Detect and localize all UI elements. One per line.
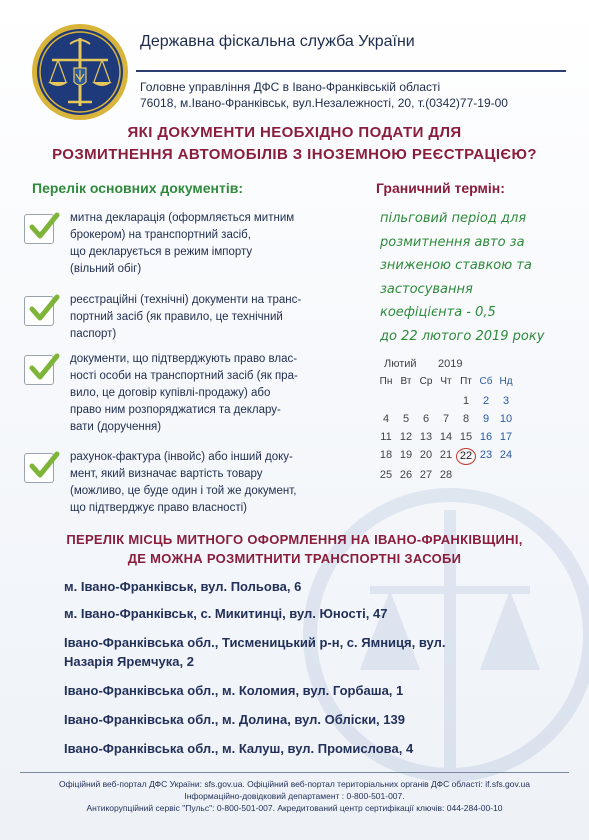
document-line: документи, що підтверджують право влас- <box>70 353 298 365</box>
calendar-day <box>376 394 396 409</box>
calendar-day: 28 <box>439 469 453 481</box>
footer-line: Антикорупційний сервіс "Пульс": 0-800-501-007. Акредитований центр сертифікації ключів: 044-284-00-10 <box>86 803 503 813</box>
deadline-line: застосування <box>380 281 473 297</box>
document-line: паспорт) <box>70 328 117 340</box>
calendar-day: 17 <box>499 431 513 443</box>
calendar-day <box>436 394 456 409</box>
footer-line: Інформаційно-довідковий департамент : 0-800-501-007. <box>184 791 405 801</box>
customs-location <box>64 739 504 758</box>
document-line: реєстраційні (технічні) документи на транс- <box>70 294 302 306</box>
deadline-line: до 22 лютого 2019 року <box>380 328 545 344</box>
document-line: вати (доручення) <box>70 421 162 433</box>
deadline-line: пільговий період для <box>380 211 527 226</box>
calendar-day: 23 <box>479 449 493 461</box>
calendar-day: 25 <box>379 469 393 481</box>
calendar-day <box>396 394 416 409</box>
calendar-day <box>416 394 436 409</box>
calendar-day: 2 <box>482 395 490 407</box>
calendar-day <box>456 468 476 483</box>
customs-location <box>64 710 504 729</box>
calendar-day: 13 <box>419 431 433 443</box>
dfs-logo <box>30 22 130 122</box>
places-title-line: ДЕ МОЖНА РОЗМИТНИТИ ТРАНСПОРТНІ ЗАСОБИ <box>127 551 462 566</box>
calendar-day: 9 <box>482 413 490 425</box>
calendar-day: 6 <box>422 413 430 425</box>
customs-location <box>64 681 504 700</box>
calendar-day: 19 <box>399 449 413 461</box>
document-line: рахунок-фактура (інвойс) або інший доку- <box>70 451 293 463</box>
deadline-line: розмитнення авто за <box>380 234 525 250</box>
department-address: 76018, м.Івано-Франківськ, вул.Незалежності, 20, т.(0342)77-19-00 <box>140 96 508 110</box>
documents-heading: Перелік основних документів: <box>32 180 244 196</box>
document-line: ності особи на транспортний засіб (як пра- <box>70 370 298 382</box>
calendar-year: 2019 <box>438 358 463 370</box>
document-line: вило, це договір купівлі-продажу) або <box>70 387 271 399</box>
deadline-line: коефіцієнта - 0,5 <box>380 305 496 320</box>
document-text <box>70 292 360 343</box>
document-line: митна декларація (оформляється митним <box>70 212 295 224</box>
document-line: брокером) на транспортний засіб, <box>70 229 251 241</box>
places-title <box>0 530 589 568</box>
customs-location-line: Назарія Яремчука, 2 <box>64 654 194 669</box>
footer-line: Офіційний веб-портал ДФС України: sfs.gov.ua. Офіційний веб-портал територіальних органів ДФС області: if.sfs.gov.ua <box>59 779 530 789</box>
main-title-line: РОЗМИТНЕННЯ АВТОМОБІЛІВ З ІНОЗЕМНОЮ РЕЄСТРАЦІЄЮ? <box>52 146 537 163</box>
customs-location-line: Івано-Франківська обл., м. Калуш, вул. Промислова, 4 <box>64 741 414 756</box>
document-line: що декларується в режим імпорту <box>70 246 253 258</box>
customs-location-line: м. Івано-Франківськ, вул. Польова, 6 <box>64 579 302 594</box>
calendar-day <box>496 468 516 483</box>
calendar-day: 14 <box>439 431 453 443</box>
calendar-day: 8 <box>462 413 470 425</box>
calendar-weekday: Вт <box>400 376 412 387</box>
document-line: право ним розпоряджатися та деклару- <box>70 404 281 416</box>
document-text <box>70 351 360 436</box>
footer <box>0 778 589 814</box>
checkmark-icon <box>24 296 54 326</box>
calendar-day: 22 <box>456 448 476 465</box>
calendar-day: 15 <box>459 431 473 443</box>
calendar-weekday: Ср <box>419 376 433 387</box>
calendar-day: 20 <box>419 449 433 461</box>
calendar-day: 7 <box>442 413 450 425</box>
calendar-day: 3 <box>502 395 510 407</box>
deadline-heading: Граничний термін: <box>376 180 505 196</box>
document-line: портний засіб (як правило, це технічний <box>70 311 283 323</box>
calendar-day: 26 <box>399 469 413 481</box>
document-line: (вільний обіг) <box>70 263 142 275</box>
calendar-weekday: Нд <box>499 376 513 387</box>
deadline-line: зниженою ставкою та <box>380 258 532 273</box>
calendar-weekday: Чт <box>440 376 452 387</box>
customs-location <box>64 633 504 671</box>
document-line: мент, який визначає вартість товару <box>70 468 263 480</box>
calendar-month: Лютий <box>384 358 417 370</box>
checkmark-icon <box>24 453 54 483</box>
calendar-day: 16 <box>479 431 493 443</box>
calendar-day <box>476 468 496 483</box>
calendar-weekdays <box>376 376 526 387</box>
document-line: що підтверджує право власності) <box>70 502 247 514</box>
customs-location-line: Івано-Франківська обл., м. Долина, вул. Обліски, 139 <box>64 712 405 727</box>
document-line: (можливо, це буде один і той же документ, <box>70 485 297 497</box>
calendar-day: 1 <box>462 395 470 407</box>
header-divider <box>136 70 566 72</box>
calendar-day: 21 <box>439 449 453 461</box>
document-text <box>70 210 360 278</box>
customs-location <box>64 604 504 623</box>
main-title-line: ЯКІ ДОКУМЕНТИ НЕОБХІДНО ПОДАТИ ДЛЯ <box>127 124 462 141</box>
document-text <box>70 449 360 517</box>
customs-location <box>64 577 504 596</box>
checkmark-icon <box>24 214 54 244</box>
footer-divider <box>20 772 569 773</box>
calendar-weekday: Пт <box>460 376 472 387</box>
checkmark-icon <box>24 355 54 385</box>
calendar-day: 11 <box>380 431 392 443</box>
customs-location-line: Івано-Франківська обл., м. Коломия, вул. Горбаша, 1 <box>64 683 404 698</box>
calendar-day: 24 <box>499 449 513 461</box>
calendar-weekday: Сб <box>479 376 493 387</box>
department-name: Головне управління ДФС в Івано-Франківській області <box>140 80 441 94</box>
places-title-line: ПЕРЕЛІК МІСЦЬ МИТНОГО ОФОРМЛЕННЯ НА ІВАНО-ФРАНКІВЩИНІ, <box>66 532 523 547</box>
customs-location-line: Івано-Франківська обл., Тисменицький р-н, с. Ямниця, вул. <box>64 635 446 650</box>
calendar-grid <box>376 394 526 483</box>
calendar-day: 10 <box>499 413 513 425</box>
calendar-weekday: Пн <box>379 376 393 387</box>
calendar-day: 4 <box>382 413 390 425</box>
deadline-text <box>380 207 580 348</box>
main-title <box>0 122 589 166</box>
calendar-day: 12 <box>399 431 413 443</box>
org-name: Державна фіскальна служба України <box>140 33 415 50</box>
customs-location-line: м. Івано-Франківськ, с. Микитинці, вул. Юності, 47 <box>64 606 388 621</box>
calendar-day: 5 <box>402 413 410 425</box>
calendar-day: 18 <box>379 449 393 461</box>
department-info <box>140 79 508 111</box>
calendar-day: 27 <box>419 469 433 481</box>
